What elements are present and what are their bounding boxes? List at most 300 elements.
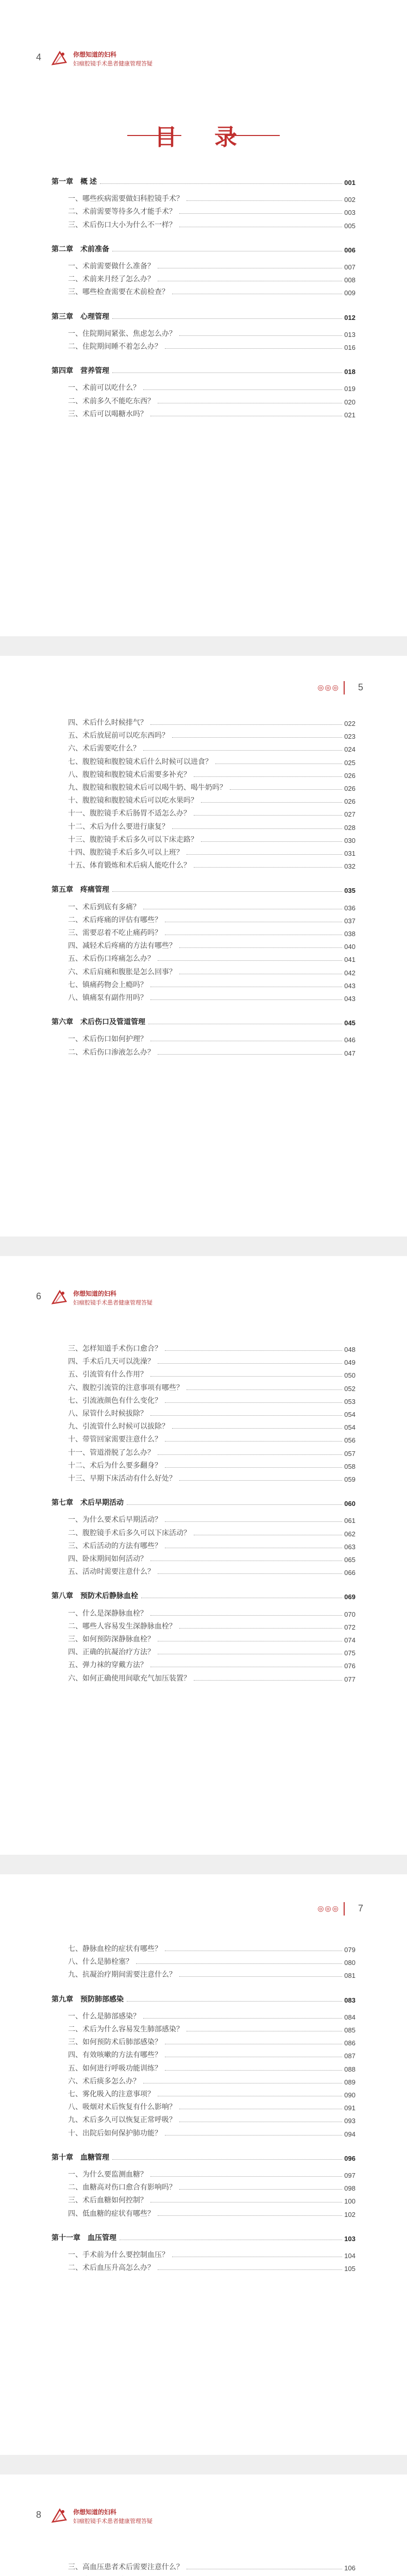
leader-dots <box>165 2070 342 2071</box>
toc-page-number: 066 <box>344 1569 355 1577</box>
book-title: 你想知道的妇科 <box>73 1290 117 1297</box>
toc-page-number: 036 <box>344 904 355 912</box>
toc-entry[interactable] <box>68 1607 355 1618</box>
chapter-number: 第八章 <box>52 1591 73 1600</box>
toc-entry-label: 十一、腹腔镜手术后肠胃不适怎么办？ <box>68 809 191 818</box>
toc-entry-label: 十五、体育锻炼和术后病人能吃什么？ <box>68 861 191 870</box>
toc-entry-label: 五、术后伤口疼痛怎么办？ <box>68 954 155 963</box>
toc-page-number: 065 <box>344 1556 355 1564</box>
page-gap <box>0 1855 407 1874</box>
toc-entry-label: 六、术后痰多怎么办？ <box>68 2076 140 2085</box>
toc-entry-label: 三、术后血糖如何控制？ <box>68 2196 147 2205</box>
toc-chapter-entry[interactable] <box>52 364 355 376</box>
toc-entry[interactable] <box>68 2048 355 2060</box>
toc-page-number: 100 <box>344 2197 355 2206</box>
chapter-title: 心理管理 <box>80 312 109 320</box>
toc-page-number: 072 <box>344 1623 355 1631</box>
toc-entry[interactable] <box>68 859 355 870</box>
toc-entry[interactable] <box>68 1513 355 1524</box>
toc-entry-label: 七、静脉血栓的症状有哪些？ <box>68 1944 162 1953</box>
toc-entry-label: 十、出院后如何保护肺功能？ <box>68 2128 162 2137</box>
toc-entry-label: 七、镇痛药物会上瘾吗？ <box>68 980 147 989</box>
toc-entry-label: 七、腹腔镜和腹腔镜术后什么时候可以进食？ <box>68 757 212 766</box>
chapter-number: 第九章 <box>52 1994 73 2003</box>
toc-entry-label: 三、需要忍着不吃止痛药吗？ <box>68 928 162 937</box>
leader-dots <box>150 2176 342 2177</box>
toc-entry-label: 九、腹腔镜和腹腔镜术后可以喝牛奶、喝牛奶吗？ <box>68 783 227 791</box>
toc-entry[interactable] <box>68 1433 355 1444</box>
toc-entry-label: 四、手术后几天可以洗澡？ <box>68 1357 155 1366</box>
page-number: 5 <box>358 682 363 692</box>
toc-entry-label: 一、哪些疾病需要做妇科腔镜手术？ <box>68 194 183 203</box>
toc-entry[interactable] <box>68 2261 355 2273</box>
toc-page-number: 024 <box>344 745 355 754</box>
toc-entry-label: 八、什么是肺栓塞？ <box>68 1957 133 1966</box>
toc-entry-label: 四、低血糖的症状有哪些？ <box>68 2209 155 2217</box>
toc-entry[interactable] <box>68 768 355 779</box>
toc-entry-label: 四、有效咳嗽的方法有哪些？ <box>68 2050 162 2059</box>
toc-page-number: 104 <box>344 2252 355 2260</box>
toc-entry-label: 一、手术前为什么要控制血压？ <box>68 2250 169 2259</box>
toc-entry-label: 十一、管道滑脱了怎么办？ <box>68 1448 155 1456</box>
toc-page-number: 105 <box>344 2265 355 2273</box>
toc-page-number: 085 <box>344 2026 355 2034</box>
toc-page-number: 088 <box>344 2065 355 2073</box>
toc-entry[interactable] <box>68 846 355 857</box>
toc-entry-label <box>52 1016 145 1027</box>
toc-entry[interactable] <box>68 2100 355 2112</box>
toc-entry-label: 九、引流管什么时候可以拔除？ <box>68 1422 169 1431</box>
leader-dots <box>165 348 342 349</box>
toc-entry[interactable] <box>68 218 355 230</box>
leader-dots <box>179 947 342 948</box>
page-number: 4 <box>36 52 42 62</box>
toc-page-number: 026 <box>344 785 355 792</box>
toc-page-number: 087 <box>344 2052 355 2060</box>
chapter-number: 第二章 <box>52 244 73 253</box>
toc-page-number: 026 <box>344 771 355 779</box>
toc-page-number: 008 <box>344 276 355 284</box>
leader-dots <box>179 1480 342 1481</box>
toc-entry[interactable] <box>68 1658 355 1670</box>
toc-page-number: 054 <box>344 1411 355 1418</box>
leader-dots <box>112 891 342 892</box>
book-subtitle: 妇瘤腔镜手术患者健康管理答疑 <box>73 61 152 67</box>
toc-entry[interactable] <box>68 729 355 740</box>
toc-page-number: 006 <box>344 246 355 254</box>
toc-page-number: 002 <box>344 196 355 204</box>
page-number: 7 <box>358 1903 363 1913</box>
toc-page-number: 063 <box>344 1543 355 1551</box>
toc-entry-label: 二、术前来月经了怎么办？ <box>68 275 155 283</box>
toc-entry[interactable] <box>68 978 355 990</box>
toc-entry[interactable] <box>68 1942 355 1954</box>
toc-entry[interactable] <box>68 1565 355 1577</box>
toc-page-number: 086 <box>344 2039 355 2047</box>
toc-page-number: 028 <box>344 823 355 832</box>
toc-entry-label: 八、尿管什么时候拔除？ <box>68 1409 147 1417</box>
page-number: 6 <box>36 1291 42 1301</box>
toc-entry-label <box>52 1994 124 2004</box>
decoration-icon: ◎◎◎ <box>317 1904 340 1912</box>
toc-entry[interactable] <box>68 1368 355 1379</box>
toc-entry-label: 六、腹腔引流管的注意事项有哪些？ <box>68 1383 183 1392</box>
toc-page-number: 035 <box>344 887 355 895</box>
toc-entry-label: 二、血糖高对伤口愈合有影响吗？ <box>68 2183 176 2192</box>
leader-dots <box>150 999 342 1000</box>
chapter-title: 术前准备 <box>80 244 109 253</box>
toc-entry[interactable] <box>68 1046 355 1057</box>
toc-entry[interactable] <box>68 1646 355 1657</box>
toc-page-number: 094 <box>344 2130 355 2138</box>
chapter-number: 第五章 <box>52 885 73 894</box>
toc-entry-label: 二、腹腔镜手术后多久可以下床活动？ <box>68 1528 191 1537</box>
toc-entry-label: 三、哪些检查需要在术前检查？ <box>68 287 169 296</box>
toc-entry-label <box>52 1590 138 1601</box>
toc-entry[interactable] <box>68 2181 355 2192</box>
leader-dots <box>143 2018 342 2019</box>
toc-entry[interactable] <box>68 1446 355 1458</box>
toc-entry[interactable] <box>68 2023 355 2034</box>
book-subtitle: 妇瘤腔镜手术患者健康管理答疑 <box>73 1300 152 1306</box>
toc-entry-label: 八、腹腔镜和腹腔镜术后需要多补充？ <box>68 770 191 778</box>
toc-entry-label <box>52 1497 124 1507</box>
leader-dots <box>186 1389 342 1390</box>
toc-entry[interactable] <box>68 2075 355 2086</box>
toc-entry[interactable] <box>68 327 355 338</box>
toc-entry[interactable] <box>68 794 355 805</box>
toc-entry[interactable] <box>68 1633 355 1644</box>
toc-page-number: 023 <box>344 733 355 741</box>
toc-entry[interactable] <box>68 913 355 925</box>
toc-page-number: 090 <box>344 2091 355 2099</box>
chapter-number: 第七章 <box>52 1498 73 1507</box>
toc-entry[interactable] <box>68 273 355 284</box>
toc-page-number: 061 <box>344 1517 355 1525</box>
leader-dots <box>158 1573 342 1574</box>
toc-entry-label: 三、高血压患者术后需要注意什么？ <box>68 2563 183 2571</box>
toc-entry-label: 三、如何预防深静脉血栓？ <box>68 1635 155 1643</box>
toc-entry[interactable] <box>68 781 355 792</box>
toc-entry-label <box>52 176 97 187</box>
chapter-number: 第六章 <box>52 1018 73 1026</box>
chapter-title: 预防肺部感染 <box>80 1994 124 2003</box>
divider <box>344 1902 345 1916</box>
toc-entry[interactable] <box>68 755 355 767</box>
toc-entry-label <box>52 2232 116 2243</box>
toc-entry[interactable] <box>68 2561 355 2572</box>
chapter-number: 第一章 <box>52 177 73 185</box>
toc-page-number: 074 <box>344 1636 355 1644</box>
leader-dots <box>112 318 342 319</box>
toc-entry-label: 八、镇痛泵有副作用吗？ <box>68 993 147 1002</box>
toc-chapter-entry[interactable] <box>52 310 355 321</box>
toc-entry[interactable] <box>68 939 355 951</box>
toc-page-number: 096 <box>344 2154 355 2162</box>
toc-page-number: 032 <box>344 862 355 871</box>
chapter-number: 第十章 <box>52 2153 73 2161</box>
toc-entry-label: 三、怎样知道手术伤口愈合？ <box>68 1344 162 1352</box>
toc-entry[interactable] <box>68 926 355 938</box>
toc-entry-label <box>52 2152 109 2162</box>
leader-dots <box>158 2269 342 2270</box>
leader-dots <box>100 183 342 184</box>
toc-page-number: 007 <box>344 263 355 271</box>
toc-entry-label: 一、术后到底有多痛？ <box>68 902 140 911</box>
toc-chapter-entry[interactable] <box>52 2231 355 2243</box>
toc-page-number: 009 <box>344 289 355 297</box>
toc-entry[interactable] <box>68 340 355 351</box>
toc-page-number: 093 <box>344 2117 355 2125</box>
toc-chapter-entry[interactable] <box>52 1589 355 1601</box>
leader-dots <box>112 372 342 373</box>
toc-entry[interactable] <box>68 807 355 818</box>
toc-entry-label: 二、住院期间睡不着怎么办？ <box>68 342 162 350</box>
toc-entry[interactable] <box>68 2248 355 2260</box>
toc-page-number: 043 <box>344 981 355 990</box>
page-gap <box>0 1236 407 1256</box>
toc-entry-label: 十四、腹腔镜手术后多久可以上班？ <box>68 848 183 856</box>
toc-page-number: 031 <box>344 850 355 857</box>
toc-page-number: 075 <box>344 1649 355 1657</box>
toc-entry[interactable] <box>68 2127 355 2138</box>
leader-dots <box>179 213 342 214</box>
toc-page-number: 050 <box>344 1371 355 1380</box>
toc-entry[interactable] <box>68 1420 355 1431</box>
toc-entry[interactable] <box>68 901 355 912</box>
toc-entry-label: 三、术后伤口大小为什么不一样？ <box>68 220 176 229</box>
toc-entry[interactable] <box>68 820 355 832</box>
toc-entry-label: 九、抗凝治疗期间需要注意什么？ <box>68 1970 176 1979</box>
toc-page-number: 053 <box>344 1397 355 1405</box>
toc-entry[interactable] <box>68 742 355 753</box>
chapter-title: 术后伤口及管道管理 <box>80 1018 145 1026</box>
toc-entry[interactable] <box>68 285 355 297</box>
toc-entry-label: 十、腹腔镜和腹腔镜术后可以吃水果吗？ <box>68 796 198 805</box>
leader-dots <box>179 1976 342 1977</box>
toc-page-number: 041 <box>344 956 355 964</box>
book-subtitle: 妇瘤腔镜手术患者健康管理答疑 <box>73 2518 152 2524</box>
leader-dots <box>165 1467 342 1468</box>
toc-page-number: 079 <box>344 1946 355 1954</box>
book-logo-icon <box>49 49 69 69</box>
toc-entry-label: 三、术后活动的方法有哪些？ <box>68 1541 162 1550</box>
page-number: 8 <box>36 2510 42 2520</box>
decoration-icon: ◎◎◎ <box>317 683 340 691</box>
toc-page-number: 027 <box>344 810 355 819</box>
toc-entry[interactable] <box>68 2062 355 2073</box>
toc-entry-label: 一、为什么要术后早期活动？ <box>68 1515 162 1524</box>
toc-page-number: 046 <box>344 1036 355 1044</box>
toc-entry[interactable] <box>68 991 355 1003</box>
toc-entry-label: 二、术后为什么容易发生肺部感染？ <box>68 2025 183 2033</box>
leader-dots <box>143 389 342 390</box>
toc-page-number: 049 <box>344 1359 355 1367</box>
leader-dots <box>179 2189 342 2190</box>
toc-entry[interactable] <box>68 1620 355 1631</box>
toc-entry-label <box>52 884 109 894</box>
toc-entry[interactable] <box>68 408 355 419</box>
toc-page-number: 045 <box>344 1019 355 1027</box>
toc-entry[interactable] <box>68 952 355 963</box>
toc-page-number: 052 <box>344 1384 355 1393</box>
toc-page-number: 019 <box>344 385 355 393</box>
toc-entry-label: 五、活动时需要注意什么？ <box>68 1567 155 1576</box>
toc-page-number: 084 <box>344 2013 355 2021</box>
toc-page-number: 018 <box>344 368 355 376</box>
toc-page-number: 098 <box>344 2184 355 2193</box>
toc-entry[interactable] <box>68 965 355 977</box>
toc-page-number: 058 <box>344 1462 355 1470</box>
toc-page-number: 062 <box>344 1530 355 1538</box>
toc-entry[interactable] <box>68 260 355 271</box>
toc-entry-label: 四、术后什么时候排气？ <box>68 718 147 726</box>
chapter-title: 血压管理 <box>88 2233 116 2242</box>
toc-entry[interactable] <box>68 833 355 844</box>
toc-page-number: 089 <box>344 2078 355 2086</box>
toc-entry[interactable] <box>68 1472 355 1483</box>
leader-dots <box>158 960 342 961</box>
leader-dots <box>179 335 342 336</box>
leader-dots <box>230 789 342 790</box>
toc-page-number: 012 <box>344 313 355 321</box>
toc-entry-label: 三、如何预防术后肺部感染？ <box>68 2038 162 2046</box>
toc-entry[interactable] <box>68 1032 355 1044</box>
toc-page-number: 047 <box>344 1049 355 1057</box>
leader-dots <box>194 776 342 777</box>
page-gap <box>0 2455 407 2475</box>
toc-entry-label: 二、术前需要等待多久才能手术？ <box>68 207 176 216</box>
toc-entry-label: 一、什么是肺部感染？ <box>68 2011 140 2020</box>
toc-entry-label: 十二、术后为什么要进行康复？ <box>68 822 169 831</box>
toc-chapter-entry[interactable] <box>52 175 355 187</box>
toc-entry-label: 五、如何进行呼吸功能训练？ <box>68 2063 162 2072</box>
toc-entry-label: 八、吸烟对术后恢复有什么影响？ <box>68 2103 176 2111</box>
toc-page-number: 020 <box>344 398 355 406</box>
toc-page-number: 025 <box>344 758 355 767</box>
toc-entry[interactable] <box>68 1381 355 1393</box>
toc-page-number: 069 <box>344 1593 355 1601</box>
toc-chapter-entry[interactable] <box>52 1015 355 1027</box>
toc-entry[interactable] <box>68 1342 355 1353</box>
toc-entry[interactable] <box>68 716 355 727</box>
toc-entry-label: 五、弹力袜的穿戴方法？ <box>68 1660 147 1669</box>
toc-entry-label: 一、什么是深静脉血栓？ <box>68 1608 147 1617</box>
chapter-title: 预防术后静脉血栓 <box>80 1591 138 1600</box>
toc-chapter-entry[interactable] <box>52 883 355 894</box>
book-logo-icon <box>49 1288 69 1308</box>
toc-entry-label: 十、带管回家需要注意什么？ <box>68 1435 162 1444</box>
toc-entry[interactable] <box>68 1539 355 1551</box>
leader-dots <box>158 2215 342 2216</box>
toc-entry-label: 一、术前需要做什么准备？ <box>68 262 155 270</box>
toc-entry-label: 一、住院期间紧张、焦虑怎么办？ <box>68 329 176 337</box>
toc-entry[interactable] <box>68 1527 355 1538</box>
toc-entry-label: 十三、腹腔镜手术后多久可以下床走路？ <box>68 835 198 843</box>
toc-entry-label: 六、术后需要吃什么？ <box>68 744 140 753</box>
toc-entry[interactable] <box>68 1955 355 1967</box>
toc-entry[interactable] <box>68 2113 355 2125</box>
toc-entry[interactable] <box>68 1968 355 1979</box>
chapter-number: 第十一章 <box>52 2233 80 2242</box>
toc-entry[interactable] <box>68 2194 355 2205</box>
toc-page-number: 102 <box>344 2210 355 2218</box>
leader-dots <box>194 867 342 868</box>
toc-chapter-entry[interactable] <box>52 243 355 254</box>
toc-page-number: 057 <box>344 1449 355 1458</box>
leader-dots <box>194 815 342 816</box>
chapter-number: 第三章 <box>52 312 73 320</box>
toc-entry[interactable] <box>68 395 355 406</box>
toc-entry[interactable] <box>68 2207 355 2218</box>
toc-title: 目 录 <box>154 125 253 150</box>
toc-entry[interactable] <box>68 2573 355 2576</box>
toc-entry-label: 四、正确的抗凝治疗方法？ <box>68 1648 155 1656</box>
toc-entry[interactable] <box>68 2088 355 2099</box>
toc-page-number: 013 <box>344 330 355 338</box>
toc-page-number: 081 <box>344 1972 355 1980</box>
leader-dots <box>127 1504 342 1505</box>
leader-dots <box>158 1454 342 1455</box>
page-gap <box>0 636 407 656</box>
toc-entry[interactable] <box>68 1672 355 1683</box>
toc-entry-label: 六、如何正确使用间歇充气加压装置？ <box>68 1673 191 1682</box>
toc-entry-label <box>52 244 109 254</box>
toc-entry[interactable] <box>68 192 355 204</box>
leader-dots <box>136 1963 342 1964</box>
toc-chapter-entry[interactable] <box>52 1496 355 1507</box>
toc-entry-label <box>52 365 109 376</box>
toc-entry[interactable] <box>68 1394 355 1405</box>
chapter-title: 概 述 <box>80 177 97 185</box>
toc-page-number: 097 <box>344 2172 355 2179</box>
toc-entry-label: 五、术后放屁前可以吃东西吗？ <box>68 731 169 740</box>
leader-dots <box>150 1615 342 1616</box>
toc-entry[interactable] <box>68 2168 355 2179</box>
toc-chapter-entry[interactable] <box>52 2151 355 2162</box>
toc-entry-label: 二、术前多久不能吃东西？ <box>68 396 155 405</box>
toc-page-number: 059 <box>344 1476 355 1483</box>
toc-page-number: 070 <box>344 1610 355 1618</box>
toc-entry[interactable] <box>68 205 355 216</box>
toc-entry[interactable] <box>68 2036 355 2047</box>
toc-chapter-entry[interactable] <box>52 1993 355 2004</box>
toc-entry[interactable] <box>68 1355 355 1366</box>
toc-entry[interactable] <box>68 2010 355 2021</box>
toc-entry-label: 三、术后可以喝糖水吗？ <box>68 409 147 418</box>
toc-entry-label: 四、卧床期间如何活动？ <box>68 1554 147 1563</box>
leader-dots <box>150 1415 342 1416</box>
leader-dots <box>158 1363 342 1364</box>
toc-entry[interactable] <box>68 381 355 393</box>
toc-page-number: 056 <box>344 1436 355 1445</box>
toc-page-number: 077 <box>344 1675 355 1683</box>
toc-page-number: 005 <box>344 222 355 230</box>
toc-entry[interactable] <box>68 1407 355 1418</box>
toc-entry[interactable] <box>68 1459 355 1470</box>
chapter-title: 血糖管理 <box>80 2153 109 2161</box>
toc-entry-label: 六、术后肩痛和腹胀是怎么回事？ <box>68 967 176 976</box>
toc-entry-label: 二、哪些人容易发生深静脉血栓？ <box>68 1621 176 1630</box>
toc-entry[interactable] <box>68 1552 355 1564</box>
leader-dots <box>150 1376 342 1377</box>
toc-page-number: 022 <box>344 720 355 727</box>
leader-dots <box>172 828 342 829</box>
toc-page-number: 060 <box>344 1500 355 1508</box>
chapter-title: 营养管理 <box>80 366 109 375</box>
toc-page-number: 080 <box>344 1959 355 1967</box>
leader-dots <box>179 1628 342 1629</box>
